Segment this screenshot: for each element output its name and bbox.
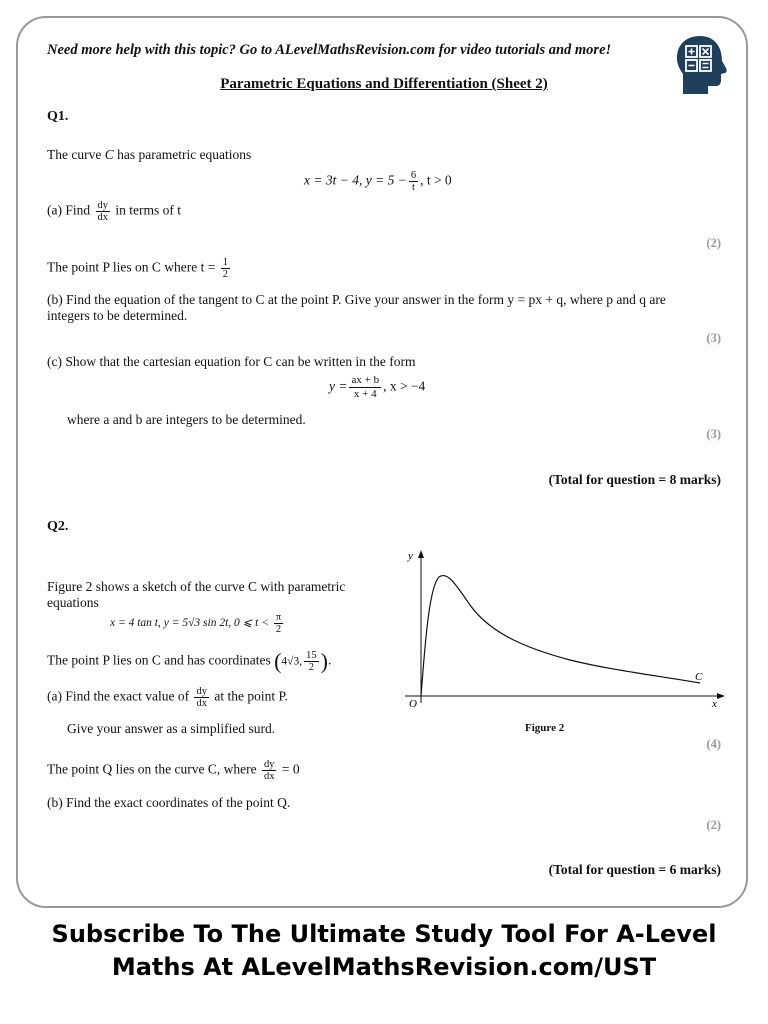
- q1-b-mark: (3): [706, 331, 721, 345]
- y-axis-label: y: [408, 550, 413, 562]
- q2-a-mark: (4): [706, 737, 721, 751]
- q1-a-mark: (2): [706, 236, 721, 250]
- curve-c: [421, 575, 700, 696]
- q2-parametric-equation: x = 4 tan t, y = 5√3 sin 2t, 0 ⩽ t < $\frac{\pi}{2}$: [110, 612, 282, 635]
- q1-cartesian-equation: y = $\frac{ax + b}{x + 4}$ , x > −4: [329, 374, 426, 400]
- q2-b-mark: (2): [706, 818, 721, 832]
- q2-part-b: (b) Find the exact coordinates of the point Q.: [47, 795, 291, 810]
- origin-label: O: [409, 698, 417, 710]
- q1-part-c: (c) Show that the cartesian equation for C can be written in the form: [47, 354, 416, 369]
- q1-intro: The curve C has parametric equations: [47, 147, 252, 162]
- q2-intro-line1: Figure 2 shows a sketch of the curve C with parametric: [47, 579, 346, 594]
- curve-label: C: [695, 671, 703, 683]
- q2-point-p: The point P lies on C and has coordinates (4√3, $\frac{15}{2}$ ).: [47, 648, 332, 674]
- y-axis-arrow-icon: [418, 550, 424, 558]
- q2-heading: Q2.: [47, 519, 69, 534]
- help-banner: Need more help with this topic? Go to ALevelMathsRevision.com for video tutorials and more!: [47, 42, 612, 58]
- footer-line-2: Maths At ALevelMathsRevision.com/UST: [111, 953, 657, 981]
- q2-intro-line2: equations: [47, 595, 99, 610]
- q2-part-a: (a) Find the exact value of $\frac{dy}{dx}$ at the point P.: [47, 686, 288, 709]
- q2-part-a-line2: Give your answer as a simplified surd.: [67, 721, 276, 736]
- figure-2-sketch: [395, 545, 730, 715]
- q1-c-where: where a and b are integers to be determined.: [67, 412, 306, 427]
- footer-line-1: Subscribe To The Ultimate Study Tool For A-Level: [51, 920, 717, 948]
- q1-part-a: (a) Find $\frac{dy}{dx}$ in terms of t: [47, 200, 181, 223]
- q1-c-mark: (3): [706, 427, 721, 441]
- q2-point-q: The point Q lies on the curve C, where $\frac{dy}{dx}$ = 0: [47, 759, 300, 782]
- figure-caption: Figure 2: [525, 722, 565, 734]
- q1-part-b-line1: (b) Find the equation of the tangent to C at the point P. Give your answer in the form y = px + q, where p and q are: [47, 292, 666, 307]
- q2-total: (Total for question = 6 marks): [548, 862, 721, 877]
- q1-part-b-line2: integers to be determined.: [47, 308, 188, 323]
- x-axis-arrow-icon: [717, 693, 725, 699]
- x-axis-label: x: [712, 698, 717, 710]
- q1-parametric-equation: x = 3t − 4, y = 5 − $\frac{6}{t}$ , t > 0: [304, 170, 452, 193]
- q1-heading: Q1.: [47, 109, 69, 124]
- q1-point-p: The point P lies on C where t = $\frac{1}{2}$: [47, 257, 228, 280]
- page-title: Parametric Equations and Differentiation (Sheet 2): [220, 76, 548, 92]
- subscribe-footer[interactable]: [0, 918, 768, 984]
- q1-total: (Total for question = 8 marks): [548, 472, 721, 487]
